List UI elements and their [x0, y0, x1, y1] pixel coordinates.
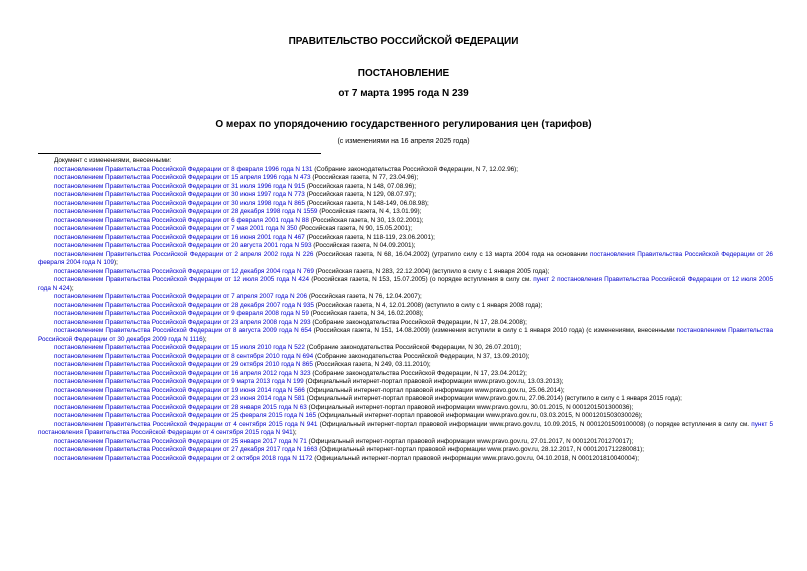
- change-item: [38, 412, 773, 421]
- change-item: [38, 361, 773, 370]
- change-item: [38, 183, 773, 192]
- change-link[interactable]: постановлением Правительства Российской Федерации от 6 февраля 2001 года N 88: [54, 216, 309, 224]
- change-source: );: [114, 259, 118, 266]
- change-link[interactable]: постановлением Правительства Российской Федерации от 28 декабря 2007 года N 935: [54, 301, 314, 309]
- change-link[interactable]: постановлением Правительства Российской Федерации от 9 марта 2013 года N 199: [54, 378, 304, 385]
- change-link[interactable]: постановлением Правительства Российской Федерации от 4 сентября 2015 года N 941: [54, 420, 318, 428]
- change-link[interactable]: постановлением Правительства Российской Федерации от 28 декабря 1998 года N 1559: [54, 208, 318, 215]
- change-link[interactable]: постановлением Правительства Российской Федерации от 16 июня 2001 года N 467: [54, 233, 305, 241]
- change-source: (Собрание законодательства Российской Федерации, N 30, 26.07.2010);: [304, 344, 522, 351]
- change-link[interactable]: постановлением Правительства Российской Федерации от 2 апреля 2002 года N 226: [54, 250, 314, 258]
- change-link[interactable]: постановлением Правительства Российской Федерации от 25 января 2017 года N 71: [54, 437, 307, 445]
- document-title: О мерах по упорядочению государственного регулирования цен (тарифов): [215, 119, 592, 130]
- change-source: (Официальный интернет-портал правовой информации www.pravo.gov.ru, 27.01.2017, N 0001201701270017);: [306, 437, 634, 445]
- change-item: [38, 166, 773, 175]
- change-link[interactable]: постановлением Правительства Российской Федерации от 7 апреля 2007 года N 206: [54, 293, 308, 300]
- change-link[interactable]: постановлением Правительства Российской Федерации от 9 февраля 2008 года N 59: [54, 310, 309, 317]
- change-item: [38, 208, 773, 217]
- change-source: (Российская газета, N 153, 15.07.2005) (о порядке вступления в силу см.: [309, 276, 534, 283]
- change-item: [38, 370, 773, 379]
- change-link[interactable]: постановлением Правительства Российской Федерации от 23 апреля 2008 года N 293: [54, 318, 311, 326]
- change-link[interactable]: постановлением Правительства Российской Федерации от 7 мая 2001 года N 350: [54, 225, 298, 232]
- change-source: (Российская газета, N 283, 22.12.2004) (вступило в силу с 1 января 2005 года);: [313, 267, 550, 275]
- change-source: (Официальный интернет-портал правовой информации www.pravo.gov.ru, 13.03.2013);: [303, 378, 564, 385]
- change-source: (Официальный интернет-портал правовой информации www.pravo.gov.ru, 04.10.2018, N 0001201810040004);: [312, 454, 640, 462]
- change-link[interactable]: постановлением Правительства Российской Федерации от 20 августа 2001 года N 593: [54, 242, 312, 249]
- change-source: (Официальный интернет-портал правовой информации www.pravo.gov.ru, 03.03.2015, N 0001201503030026);: [316, 412, 643, 419]
- document-date-number: от 7 марта 1995 года N 239: [338, 88, 469, 99]
- change-source: (Российская газета, N 30, 13.02.2001);: [308, 216, 424, 224]
- change-source: (Российская газета, N 129, 08.07.97);: [304, 191, 416, 198]
- change-source: (Российская газета, N 4, 13.01.99);: [317, 208, 422, 215]
- change-source: (Российская газета, N 148, 07.08.96);: [304, 182, 417, 190]
- change-source: (Российская газета, N 249, 03.11.2010);: [312, 361, 431, 368]
- change-item: [38, 387, 773, 396]
- change-source: (Собрание законодательства Российской Федерации, N 17, 28.04.2008);: [310, 318, 527, 326]
- change-link[interactable]: постановлением Правительства Российской Федерации от 16 апреля 2012 года N 323: [54, 369, 311, 377]
- change-item: [38, 378, 773, 387]
- change-source: (Российская газета, N 90, 15.05.2001);: [297, 225, 413, 232]
- change-item: [38, 446, 773, 455]
- change-item: [38, 327, 773, 344]
- change-source: (Российская газета, N 68, 16.04.2002) (утратило силу с 13 марта 2004 года на основании: [313, 250, 591, 258]
- change-item: [38, 191, 773, 200]
- change-link[interactable]: постановлением Правительства Российской Федерации от 15 апреля 1996 года N 473: [54, 174, 311, 181]
- change-item: [38, 353, 773, 362]
- document-org: ПРАВИТЕЛЬСТВО РОССИЙСКОЙ ФЕДЕРАЦИИ: [288, 36, 519, 47]
- change-source: );: [69, 284, 74, 292]
- change-item: [38, 344, 773, 353]
- change-item: [38, 276, 773, 293]
- change-item: [38, 200, 773, 209]
- change-item: [38, 319, 773, 328]
- change-item: [38, 242, 773, 251]
- change-item: [38, 438, 773, 447]
- change-source: (Официальный интернет-портал правовой информации www.pravo.gov.ru, 28.12.2017, N 0001201712280081);: [317, 446, 645, 453]
- change-link[interactable]: постановления Правительства Российской Федерации от 26 февраля 2004 года N 109: [38, 250, 773, 266]
- change-item: [38, 293, 773, 302]
- change-link[interactable]: постановлением Правительства Российской Федерации от 15 июля 2010 года N 522: [54, 344, 305, 351]
- change-link[interactable]: постановлением Правительства Российской Федерации от 30 июля 1998 года N 865: [54, 199, 305, 207]
- change-link[interactable]: постановлением Правительства Российской Федерации от 19 июня 2014 года N 566: [54, 386, 305, 394]
- change-source: (Собрание законодательства Российской Федерации, N 17, 23.04.2012);: [310, 369, 527, 377]
- change-link[interactable]: постановлением Правительства Российской Федерации от 8 августа 2009 года N 654: [54, 327, 312, 334]
- change-link[interactable]: постановлением Правительства Российской Федерации от 8 сентября 2010 года N 694: [54, 352, 314, 360]
- change-item: [38, 395, 773, 404]
- change-source: (Российская газета, N 34, 16.02.2008);: [308, 310, 424, 317]
- change-link[interactable]: пункт 2 постановления Правительства Российской Федерации от 12 июля 2005 года N 424: [38, 276, 774, 292]
- change-item: [38, 404, 773, 413]
- change-source: (Официальный интернет-портал правовой информации www.pravo.gov.ru, 27.06.2014) (вступило в силу с 1 января 2015 года);: [304, 395, 682, 402]
- change-source: (Собрание законодательства Российской Федерации, N 37, 13.09.2010);: [313, 352, 530, 360]
- change-item: [38, 455, 773, 464]
- change-link[interactable]: постановлением Правительства Российской Федерации от 25 февраля 2015 года N 165: [54, 412, 317, 419]
- change-source: (Официальный интернет-портал правовой информации www.pravo.gov.ru, 30.01.2015, N 0001201501300036);: [306, 403, 634, 411]
- change-link[interactable]: постановлением Правительства Российской Федерации от 8 февраля 1996 года N 131: [54, 165, 313, 173]
- change-source: (Российская газета, N 4, 12.01.2008) (вступило в силу с 1 января 2008 года);: [313, 301, 543, 309]
- change-item: [38, 217, 773, 226]
- change-source: (Официальный интернет-портал правовой информации www.pravo.gov.ru, 25.06.2014);: [304, 386, 565, 394]
- separator-line: [38, 153, 321, 154]
- change-link[interactable]: постановлением Правительства Российской Федерации от 30 июня 1997 года N 773: [54, 191, 305, 198]
- change-link[interactable]: пункт 5 постановления Правительства Российской Федерации от 4 сентября 2015 года N 941: [38, 420, 773, 436]
- change-source: (Собрание законодательства Российской Федерации, N 7, 12.02.96);: [312, 165, 519, 173]
- change-item: [38, 302, 773, 311]
- change-source: (Российская газета, N 151, 14.08.2009) (изменения вступили в силу с 1 января 2010 года) (с изменениями, внесенными: [311, 327, 677, 334]
- change-source: (Российская газета, N 76, 12.04.2007);: [307, 293, 422, 300]
- change-item: [38, 234, 773, 243]
- change-source: (Официальный интернет-портал правовой информации www.pravo.gov.ru, 10.09.2015, N 0001201509100008) (о порядке вступления в силу см.: [317, 420, 752, 428]
- change-link[interactable]: постановлением Правительства Российской Федерации от 28 января 2015 года N 63: [54, 403, 307, 411]
- change-link[interactable]: постановлением Правительства Российской Федерации от 29 октября 2010 года N 865: [54, 361, 313, 368]
- change-item: [38, 225, 773, 234]
- change-source: );: [292, 429, 297, 436]
- change-item: [38, 268, 773, 277]
- change-link[interactable]: постановлением Правительства Российской Федерации от 12 декабря 2004 года N 769: [54, 267, 314, 275]
- change-source: (Российская газета, N 118-119, 23.06.2001);: [304, 233, 435, 241]
- change-source: (Российская газета, N 77, 23.04.96);: [310, 174, 419, 181]
- change-source: (Российская газета, N 148-149, 06.08.98);: [304, 199, 429, 207]
- changes-intro: Документ с изменениями, внесенными:: [54, 157, 172, 164]
- change-link[interactable]: постановлением Правительства Российской Федерации от 27 декабря 2017 года N 1663: [54, 446, 318, 453]
- change-link[interactable]: постановлением Правительства Российской Федерации от 30 декабря 2009 года N 1116: [38, 327, 773, 343]
- change-source: );: [202, 335, 207, 343]
- change-link[interactable]: постановлением Правительства Российской Федерации от 12 июля 2005 года N 424: [54, 276, 310, 283]
- change-item: [38, 421, 773, 438]
- change-item: [38, 251, 773, 268]
- change-item: [38, 174, 773, 183]
- changes-list: [38, 157, 773, 463]
- document-type: ПОСТАНОВЛЕНИЕ: [357, 68, 450, 79]
- change-item: [38, 310, 773, 319]
- change-link[interactable]: постановлением Правительства Российской Федерации от 2 октября 2018 года N 1172: [54, 454, 313, 462]
- revision-note: (с изменениями на 16 апреля 2025 года): [337, 138, 470, 145]
- change-source: (Российская газета, N 04.09.2001);: [311, 242, 416, 249]
- change-link[interactable]: постановлением Правительства Российской Федерации от 31 июля 1996 года N 915: [54, 182, 305, 190]
- change-link[interactable]: постановлением Правительства Российской Федерации от 23 июня 2014 года N 581: [54, 395, 305, 402]
